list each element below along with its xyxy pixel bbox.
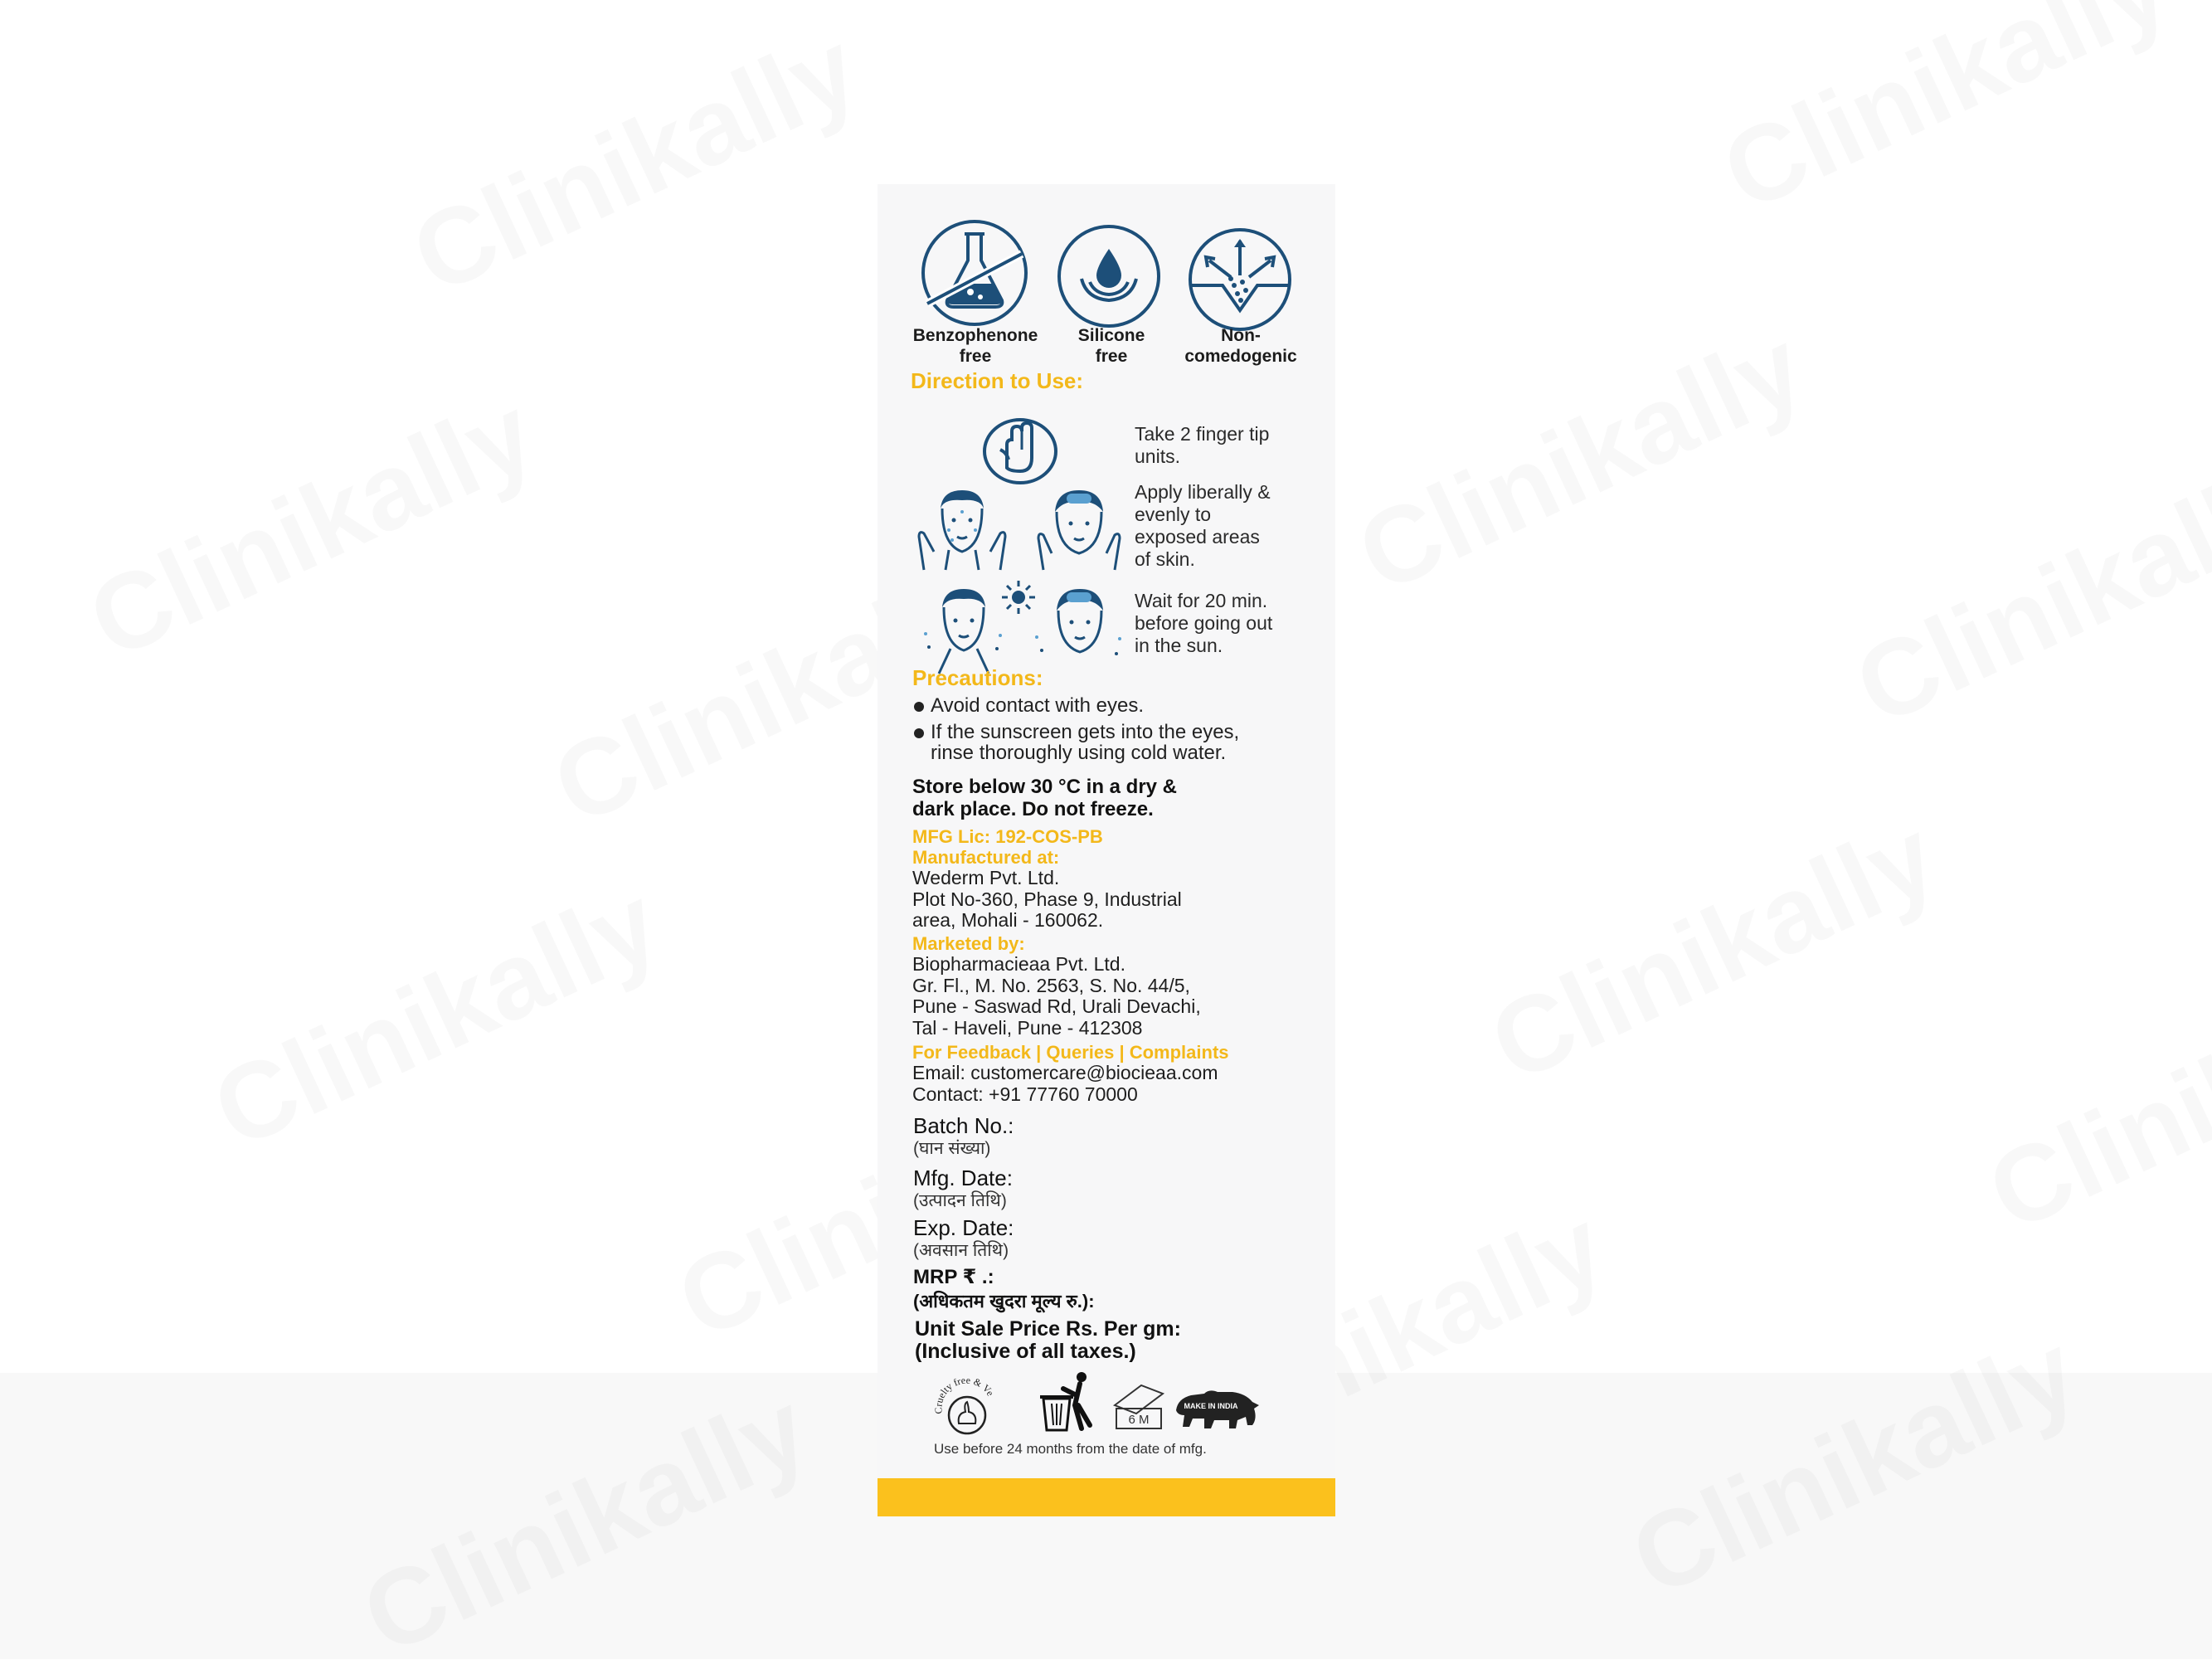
- noncomedogenic-caption: Non- comedogenic: [1184, 326, 1297, 366]
- step-1-text: Take 2 finger tip units.: [1135, 423, 1270, 467]
- batch-label-hindi: (घान संख्या): [913, 1139, 991, 1158]
- direction-heading: Direction to Use:: [911, 368, 1084, 393]
- watermark: [1970, 942, 2212, 1255]
- mfg-license: MFG Lic: 192-COS-PB: [912, 826, 1103, 847]
- shelf-life-note: Use before 24 months from the date of mfg.: [934, 1441, 1207, 1457]
- watermark: [394, 5, 876, 318]
- precautions-heading: Precautions:: [912, 665, 1043, 690]
- unit-sale-price-label: Unit Sale Price Rs. Per gm:: [915, 1317, 1181, 1341]
- benzophenone-caption: Benzophenone free: [912, 326, 1038, 366]
- batch-label: Batch No.:: [913, 1113, 1014, 1138]
- svg-text:MAKE IN INDIA: MAKE IN INDIA: [1184, 1402, 1238, 1410]
- man-applying-icon: [912, 487, 1012, 577]
- precaution-item-continued: rinse thoroughly using cold water.: [931, 742, 1227, 764]
- dispose-bin-icon: [1038, 1370, 1100, 1436]
- step-3-text: Wait for 20 min. before going out in the sun.: [1135, 590, 1273, 656]
- two-finger-icon: [982, 416, 1058, 490]
- storage-instructions: Store below 30 °C in a dry & dark place. Do not freeze.: [912, 776, 1178, 820]
- cruelty-free-vegan-badge: [934, 1372, 997, 1441]
- yellow-stripe: [878, 1478, 1335, 1516]
- product-label: [878, 184, 1335, 1516]
- watermark: [1837, 436, 2212, 749]
- watermark: [195, 859, 677, 1172]
- contact-email[interactable]: Email: customercare@biocieaa.com: [912, 1062, 1218, 1083]
- mrp-label-hindi: (अधिकतम खुदरा मूल्य रु.):: [913, 1291, 1095, 1312]
- watermark: [1472, 793, 1954, 1106]
- mfg-date-label: Mfg. Date:: [913, 1166, 1013, 1190]
- pore-arrows-icon: [1188, 227, 1292, 336]
- svg-text:6 M: 6 M: [1128, 1413, 1150, 1427]
- marketed-heading: Marketed by:: [912, 933, 1025, 954]
- watermark: [70, 370, 552, 683]
- precaution-item: If the sunscreen gets into the eyes,: [914, 722, 1329, 743]
- manufacturer-address: Wederm Pvt. Ltd. Plot No-360, Phase 9, Industrial area, Mohali - 160062.: [912, 867, 1182, 931]
- step-2-text: Apply liberally & evenly to exposed areas of skin.: [1135, 481, 1271, 570]
- flask-crossed-icon: [921, 219, 1028, 331]
- mfg-date-label-hindi: (उत्पादन तिथि): [913, 1191, 1007, 1210]
- contact-phone[interactable]: Contact: +91 77760 70000: [912, 1083, 1138, 1105]
- make-in-india-logo: [1171, 1385, 1264, 1438]
- taxes-note: (Inclusive of all taxes.): [915, 1340, 1136, 1363]
- precaution-item: Avoid contact with eyes.: [914, 695, 1329, 717]
- marketer-address: Biopharmacieaa Pvt. Ltd. Gr. Fl., M. No. 2563, S. No. 44/5, Pune - Saswad Rd, Urali Devachi, Tal - Haveli, Pune - 412308: [912, 953, 1201, 1039]
- watermark: [1339, 304, 1821, 616]
- exp-date-label-hindi: (अवसान तिथि): [913, 1241, 1009, 1260]
- manufactured-heading: Manufactured at:: [912, 847, 1060, 868]
- feedback-heading: For Feedback | Queries | Complaints: [912, 1042, 1229, 1063]
- exp-date-label: Exp. Date:: [913, 1215, 1014, 1240]
- period-after-opening-icon: [1111, 1380, 1166, 1436]
- silicone-caption: Silicone free: [1077, 326, 1145, 366]
- woman-waiting-icon: [1028, 584, 1128, 679]
- woman-applying-icon: [1033, 487, 1125, 577]
- drop-icon: [1057, 224, 1161, 333]
- svg-text:Cruelty free & Vegan: uelty free & Ve: [934, 1374, 997, 1404]
- watermark: [1704, 0, 2186, 236]
- mrp-label: MRP ₹ .:: [913, 1266, 994, 1288]
